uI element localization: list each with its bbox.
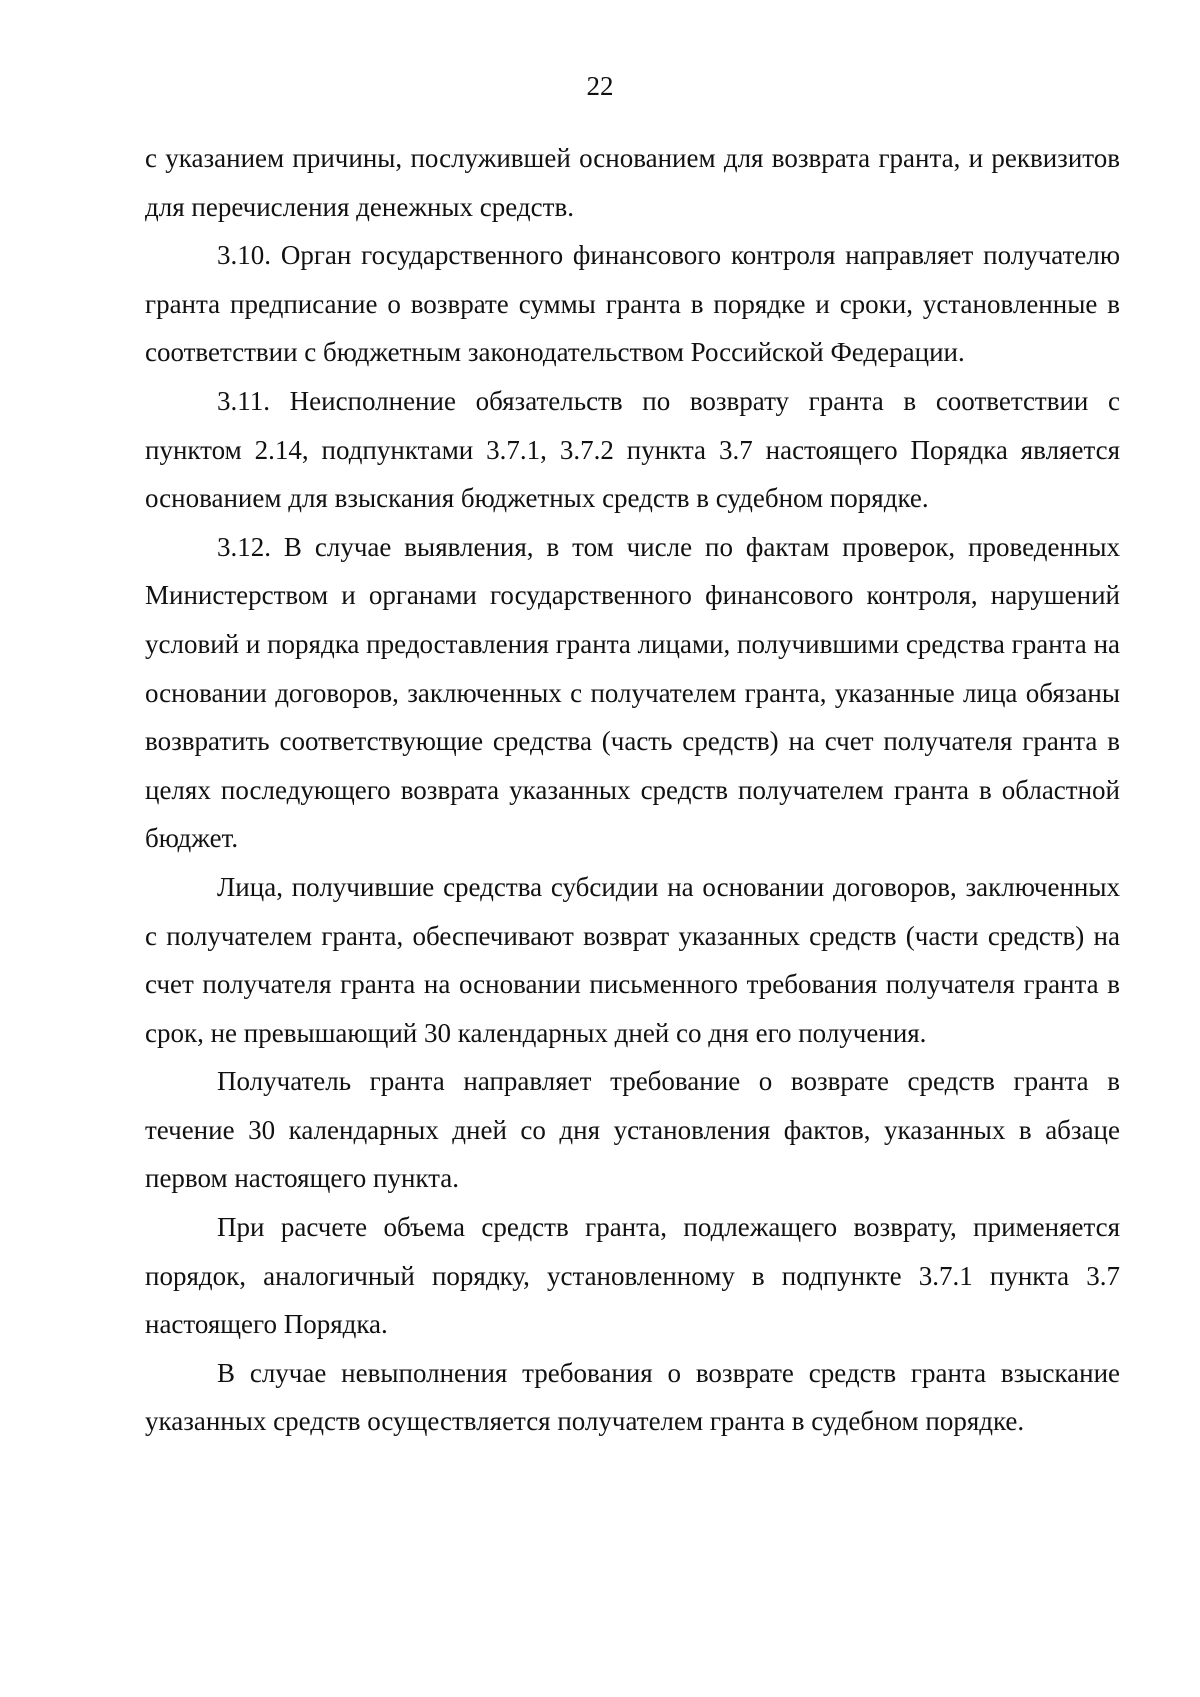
- paragraph-demand-deadline: Получатель гранта направляет требование о возврате средств гранта в течение 30 календарных дней со дня установления фактов, указанных в абзаце первом настоящего пункта.: [145, 1066, 1120, 1194]
- document-body: [145, 134, 1120, 1446]
- page-number: 22: [586, 71, 614, 101]
- paragraph-3-12: 3.12. В случае выявления, в том числе по фактам проверок, проведенных Министерством и органами государственного финансового контроля, нарушений условий и порядка предоставления гранта лицами, получившими средства гранта на основании договоров, заключенных с получателем гранта, указанные лица обязаны возвратить соответствующие средства (часть средств) на счет получателя гранта в целях последующего возврата указанных средств получателем гранта в областной бюджет.: [145, 531, 1120, 854]
- paragraph-calculation-order: При расчете объема средств гранта, подлежащего возврату, применяется порядок, аналогичный порядку, установленному в подпункте 3.7.1 пункта 3.7 настоящего Порядка.: [145, 1212, 1120, 1340]
- paragraph-judicial-recovery: В случае невыполнения требования о возврате средств гранта взыскание указанных средств осуществляется получателем гранта в судебном порядке.: [145, 1357, 1120, 1437]
- paragraph-3-10: 3.10. Орган государственного финансового контроля направляет получателю гранта предписание о возврате суммы гранта в порядке и сроки, установленные в соответствии с бюджетным законодательством Российской Федерации.: [145, 240, 1120, 368]
- paragraph-recipients-obligation: Лица, получившие средства субсидии на основании договоров, заключенных с получателем гранта, обеспечивают возврат указанных средств (части средств) на счет получателя гранта на основании письменного требования получателя гранта в срок, не превышающий 30 календарных дней со дня его получения.: [145, 871, 1120, 1048]
- paragraph-continuation: с указанием причины, послужившей основанием для возврата гранта, и реквизитов для перечисления денежных средств.: [145, 143, 1120, 222]
- paragraph-3-11: 3.11. Неисполнение обязательств по возврату гранта в соответствии с пунктом 2.14, подпунктами 3.7.1, 3.7.2 пункта 3.7 настоящего Порядка является основанием для взыскания бюджетных средств в судебном порядке.: [145, 385, 1120, 514]
